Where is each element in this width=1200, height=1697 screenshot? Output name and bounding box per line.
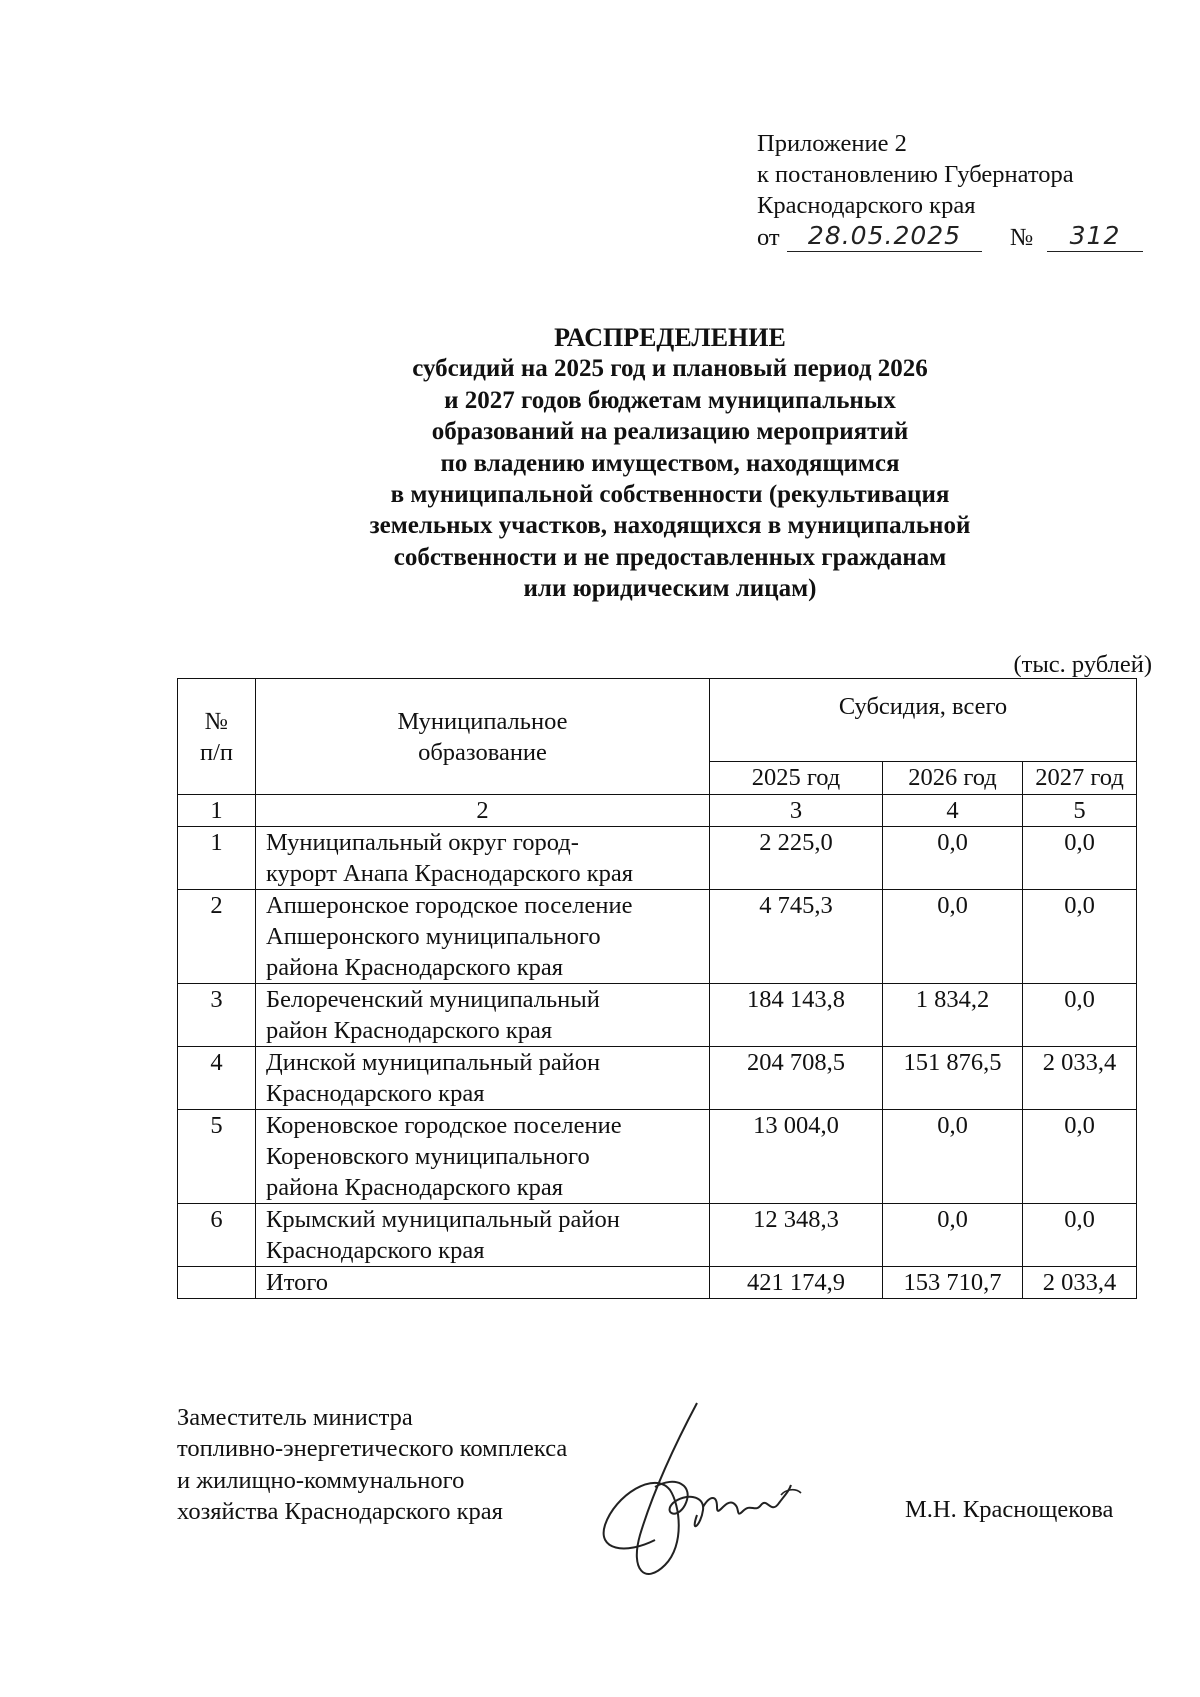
value-2027: 2 033,4	[1023, 1047, 1137, 1110]
number-prefix: №	[1010, 224, 1034, 251]
municipality-name-line: Краснодарского края	[266, 1237, 485, 1264]
signer-position-line: Заместитель министра	[177, 1404, 413, 1431]
table-row	[178, 984, 1137, 1047]
title-line: в муниципальной собственности (рекультивация	[390, 481, 950, 509]
signer-position-line: топливно-энергетического комплекса	[177, 1435, 568, 1463]
header-number-line: №	[204, 707, 229, 735]
appendix-line: Приложение 2	[757, 130, 907, 157]
handwritten-date: 28.05.2025	[787, 220, 982, 252]
title-heading: РАСПРЕДЕЛЕНИЕ	[554, 323, 786, 352]
value-2027: 0,0	[1023, 827, 1137, 890]
municipality-name-line: района Краснодарского края	[266, 954, 564, 981]
table-row	[178, 1110, 1137, 1204]
value-2025: 13 004,0	[710, 1110, 883, 1204]
title-line: по владению имуществом, находящимся	[440, 449, 900, 477]
title-line: земельных участков, находящихся в муниципальной	[369, 512, 971, 540]
header-municipality-line: Муниципальное	[397, 707, 568, 735]
municipality-name	[256, 1047, 710, 1110]
date-prefix: от	[757, 224, 780, 251]
municipality-name-line: Кореновского муниципального	[266, 1143, 590, 1170]
total-2026: 153 710,7	[883, 1267, 1023, 1299]
total-2025: 421 174,9	[710, 1267, 883, 1299]
value-2027: 0,0	[1023, 890, 1137, 984]
column-number: 2	[256, 795, 710, 827]
municipality-name-line: Крымский муниципальный район	[266, 1206, 620, 1233]
column-number: 3	[710, 795, 883, 827]
row-number: 4	[178, 1047, 256, 1110]
signer-name: М.Н. Краснощекова	[905, 1496, 1114, 1523]
value-2025: 2 225,0	[710, 827, 883, 890]
total-row-number	[178, 1267, 256, 1299]
document-title	[300, 322, 1040, 605]
value-2025: 4 745,3	[710, 890, 883, 984]
title-line: образований на реализацию мероприятий	[431, 418, 909, 446]
municipality-name-line: Кореновское городское поселение	[266, 1112, 622, 1139]
header-municipality-line: образование	[418, 738, 547, 766]
column-number: 1	[178, 795, 256, 827]
column-number: 4	[883, 795, 1023, 827]
total-label: Итого	[256, 1267, 710, 1299]
row-number: 1	[178, 827, 256, 890]
municipality-name-line: Апшеронское городское поселение	[266, 892, 633, 919]
value-2025: 184 143,8	[710, 984, 883, 1047]
value-2025: 204 708,5	[710, 1047, 883, 1110]
municipality-name-line: район Краснодарского края	[266, 1017, 553, 1044]
value-2027: 0,0	[1023, 1204, 1137, 1267]
appendix-line: к постановлению Губернатора	[757, 161, 1074, 188]
municipality-name	[256, 890, 710, 984]
total-row	[178, 1267, 1137, 1299]
value-2026: 0,0	[883, 1110, 1023, 1204]
value-2026: 0,0	[883, 1204, 1023, 1267]
municipality-name-line: Краснодарского края	[266, 1080, 485, 1107]
row-number: 2	[178, 890, 256, 984]
municipality-name-line: Муниципальный округ город-	[266, 829, 579, 856]
row-number: 6	[178, 1204, 256, 1267]
handwritten-signature	[585, 1395, 845, 1605]
table-row	[178, 827, 1137, 890]
appendix-line: Краснодарского края	[757, 192, 976, 219]
date-number-line	[757, 221, 1121, 255]
signer-position-line: и жилищно-коммунального	[177, 1466, 465, 1494]
header-year-2026: 2026 год	[883, 762, 1023, 795]
title-line: собственности и не предоставленных гражданам	[393, 543, 947, 571]
municipality-name	[256, 827, 710, 890]
header-number	[178, 679, 256, 795]
value-2026: 151 876,5	[883, 1047, 1023, 1110]
municipality-name	[256, 1110, 710, 1204]
value-2027: 0,0	[1023, 1110, 1137, 1204]
signer-position-line: хозяйства Краснодарского края	[177, 1498, 503, 1526]
value-2026: 0,0	[883, 827, 1023, 890]
table-row	[178, 1204, 1137, 1267]
municipality-name	[256, 1204, 710, 1267]
column-number-row	[178, 795, 1137, 827]
municipality-name-line: Белореченский муниципальный	[266, 986, 600, 1013]
title-line: и 2027 годов бюджетам муниципальных	[444, 386, 896, 414]
table-header-row	[178, 679, 1137, 762]
handwritten-number: 312	[1047, 220, 1143, 252]
municipality-name-line: Динской муниципальный район	[266, 1049, 601, 1076]
municipality-name-line: Апшеронского муниципального	[266, 923, 601, 950]
table-row	[178, 1047, 1137, 1110]
value-2025: 12 348,3	[710, 1204, 883, 1267]
title-line: или юридическим лицам)	[523, 575, 817, 603]
header-year-2025: 2025 год	[710, 762, 883, 795]
column-number: 5	[1023, 795, 1137, 827]
appendix-block	[757, 128, 1121, 255]
municipality-name-line: курорт Анапа Краснодарского края	[266, 860, 634, 887]
value-2026: 1 834,2	[883, 984, 1023, 1047]
header-year-2027: 2027 год	[1023, 762, 1137, 795]
row-number: 5	[178, 1110, 256, 1204]
units-label: (тыс. рублей)	[1013, 651, 1152, 678]
municipality-name	[256, 984, 710, 1047]
header-subsidy-total: Субсидия, всего	[710, 679, 1137, 762]
header-number-line: п/п	[199, 738, 234, 766]
signer-position	[177, 1402, 567, 1528]
subsidy-table	[177, 678, 1137, 1299]
table-row	[178, 890, 1137, 984]
title-line: субсидий на 2025 год и плановый период 2026	[412, 355, 928, 383]
value-2027: 0,0	[1023, 984, 1137, 1047]
total-2027: 2 033,4	[1023, 1267, 1137, 1299]
value-2026: 0,0	[883, 890, 1023, 984]
municipality-name-line: района Краснодарского края	[266, 1174, 564, 1201]
row-number: 3	[178, 984, 256, 1047]
header-municipality	[256, 679, 710, 795]
